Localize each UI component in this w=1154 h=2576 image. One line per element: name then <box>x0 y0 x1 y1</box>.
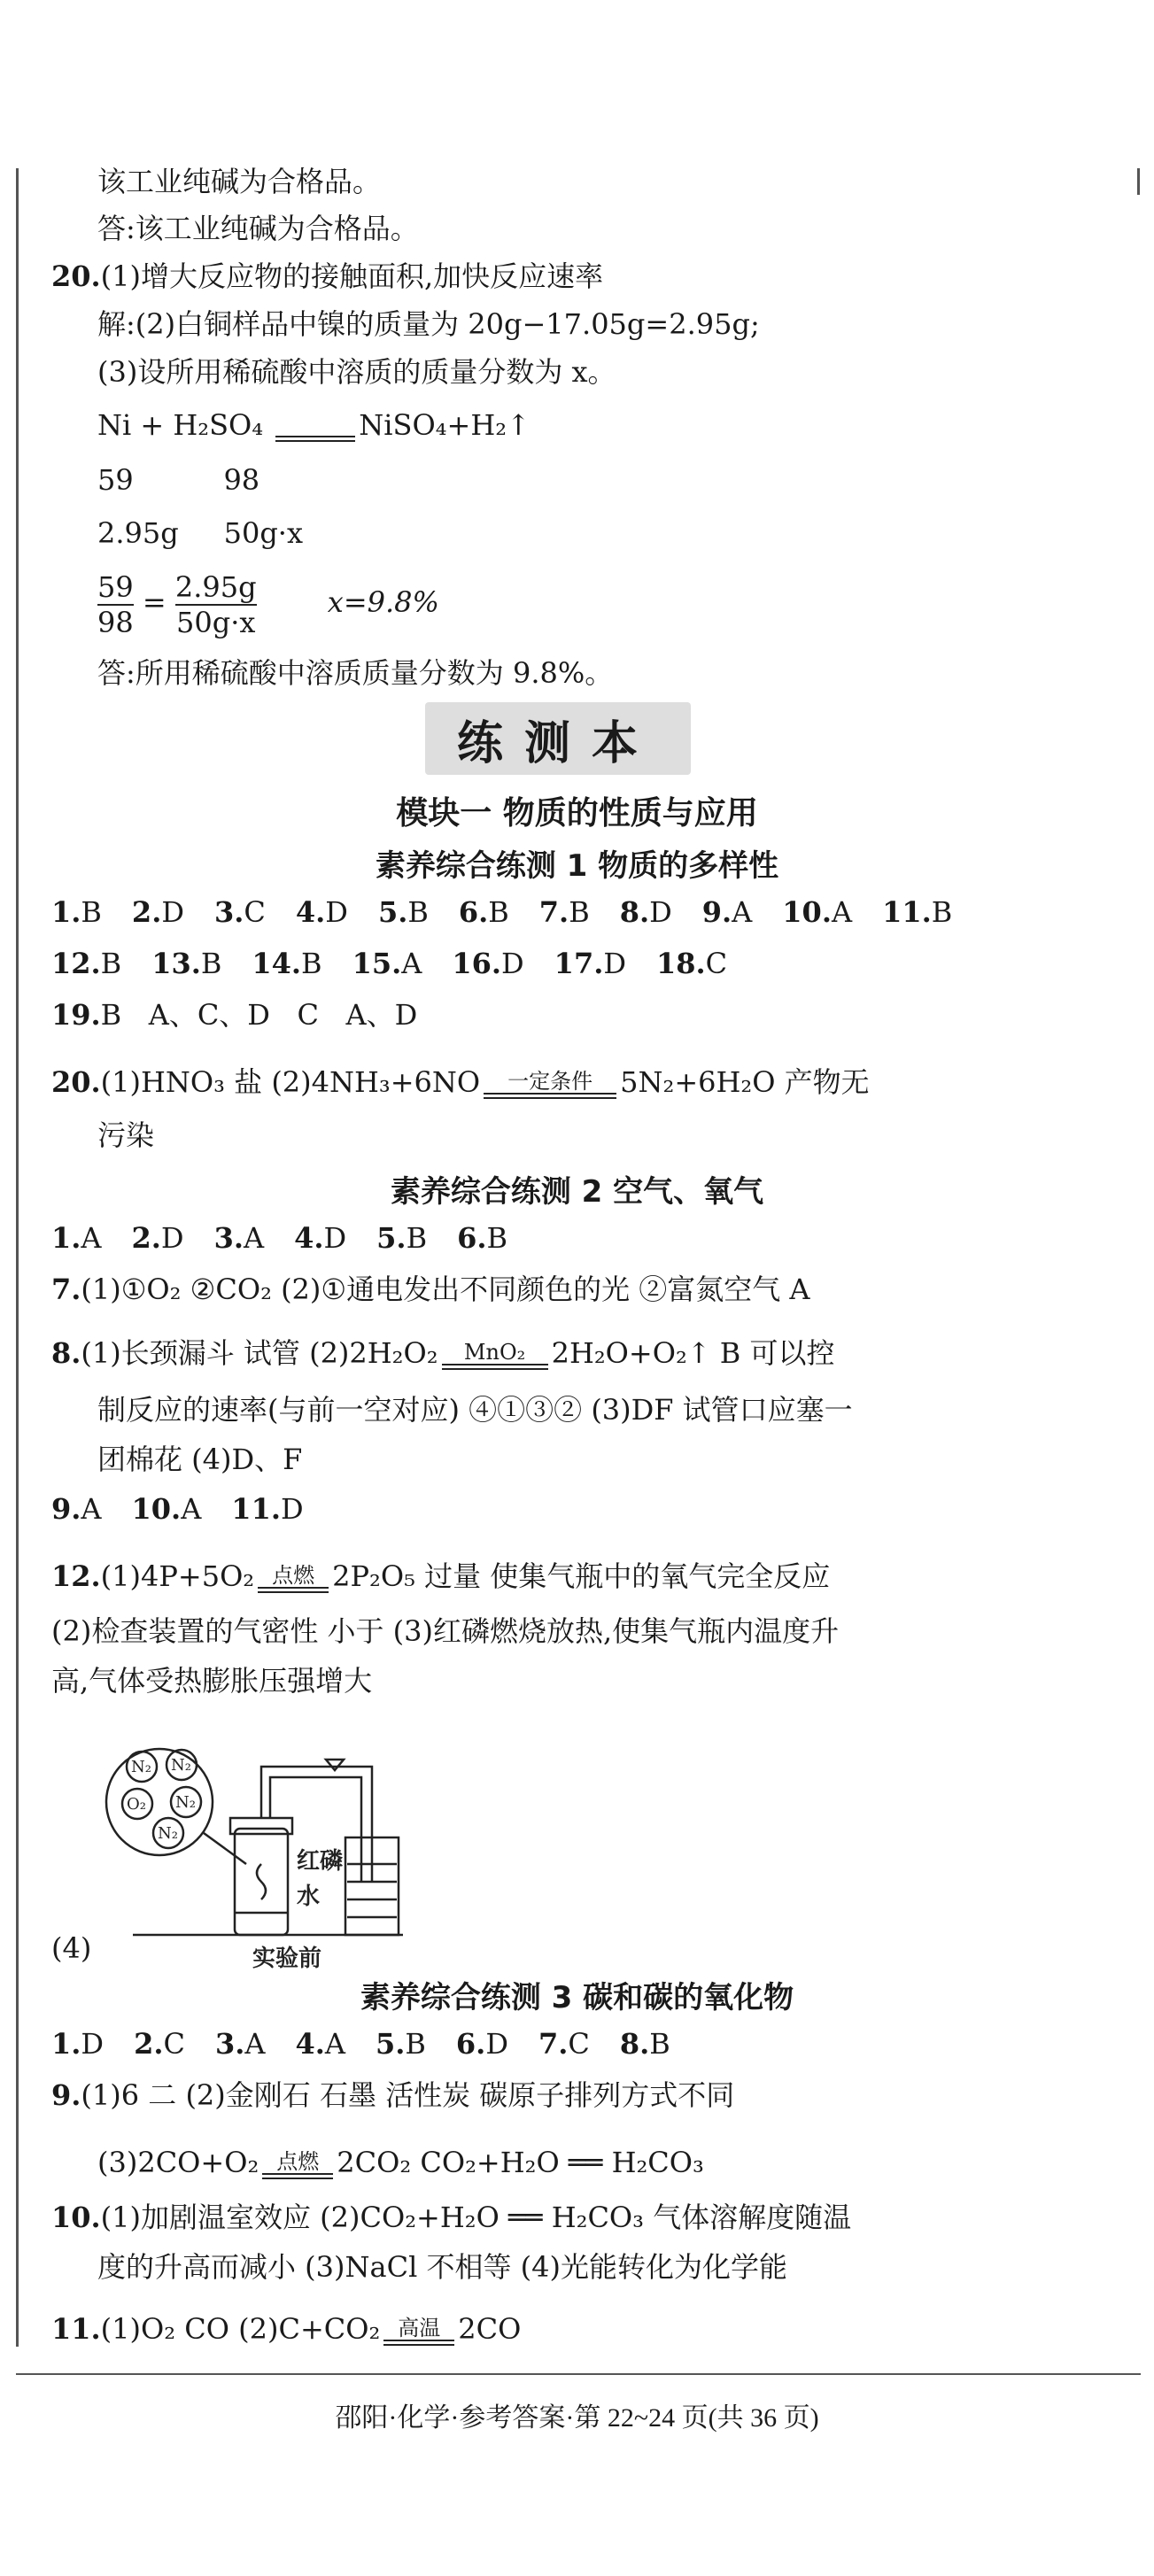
question-number: 4. <box>295 2027 325 2061</box>
answer-text: B A、C、D C A、D <box>100 998 418 1032</box>
question-number: 11. <box>231 1492 281 1526</box>
answer-text: 2P₂O₅ 过量 使集气瓶中的氧气完全反应 <box>332 1559 831 1593</box>
answer-item <box>539 895 590 929</box>
ratio-row: 2.95g 50g·x <box>97 516 304 550</box>
answer-item <box>151 947 221 980</box>
answer-choice: A <box>324 2027 345 2061</box>
text-line: 度的升高而减小 (3)NaCl 不相等 (4)光能转化为化学能 <box>97 2250 787 2284</box>
question-20 <box>51 259 603 294</box>
fraction: $\frac{2.95g}{50g\cdot x}$ <box>174 569 257 639</box>
module-title: 模块一 物质的性质与应用 <box>396 795 758 832</box>
answer-item <box>620 895 672 929</box>
answer-choice: D <box>603 947 626 980</box>
answer-text: 2H₂O+O₂↑ B 可以控 <box>551 1336 835 1370</box>
question-number: 2. <box>131 895 162 929</box>
answer-text: (1)①O₂ ②CO₂ (2)①通电发出不同颜色的光 ②富氮空气 A <box>81 1273 810 1306</box>
answer-item <box>554 947 626 980</box>
red-phosphorus-label: 红磷 <box>297 1848 344 1875</box>
text-line: 制反应的速率(与前一空对应) ④①③② (3)DF 试管口应塞一 <box>97 1393 853 1427</box>
catalyst-condition: MnO₂ <box>442 1341 548 1370</box>
question-7: 7.(1)①O₂ ②CO₂ (2)①通电发出不同颜色的光 ②富氮空气 A <box>51 1273 810 1306</box>
question-number: 16. <box>452 947 502 980</box>
answer-item <box>882 895 952 929</box>
answer-item <box>620 2027 670 2061</box>
question-number: 3. <box>213 1221 244 1255</box>
answer-text: (1)4P+5O₂ <box>100 1559 255 1593</box>
question-number: 1. <box>51 2027 81 2061</box>
question-number: 8. <box>619 2027 650 2061</box>
question-9-part3 <box>97 2145 704 2180</box>
answer-choice: D <box>81 2027 105 2061</box>
answer-row <box>51 1491 334 1527</box>
answer-text: (1)长颈漏斗 试管 (2)2H₂O₂ <box>81 1336 438 1370</box>
answer-text: (1)6 二 (2)金刚石 石墨 活性炭 碳原子排列方式不同 <box>81 2078 735 2112</box>
answer-choice: D <box>325 895 348 929</box>
question-number: 13. <box>151 947 201 980</box>
o2-label: O₂ <box>127 1795 146 1814</box>
question-12: 12.(1)4P+5O₂ 点燃 2P₂O₅ 过量 使集气瓶中的氧气完全反应 <box>51 1559 831 1593</box>
reaction-condition: 高温 <box>383 2317 454 2346</box>
answer-text: 2CO₂ CO₂+H₂O ══ H₂CO₃ <box>337 2146 704 2179</box>
question-8: 8.(1)长颈漏斗 试管 (2)2H₂O₂ MnO₂ 2H₂O+O₂↑ B 可以控 <box>51 1336 835 1370</box>
question-number: 6. <box>455 2027 486 2061</box>
answer-choice: B <box>407 895 429 929</box>
test-title: 素养综合练测 3 碳和碳的氧化物 <box>360 1980 794 2015</box>
answer-item <box>702 895 753 929</box>
answer-choice: A <box>831 895 853 929</box>
answer-choice: C <box>244 895 266 929</box>
ratio-row: 59 98 <box>97 463 260 497</box>
answer-choice: B <box>488 895 509 929</box>
answer-row <box>51 946 757 981</box>
question-number: 14. <box>252 947 302 980</box>
answer-text: 5N₂+6H₂O 产物无 <box>620 1065 870 1099</box>
question-number: 4. <box>295 895 326 929</box>
question-number: 3. <box>214 2027 245 2061</box>
answer-choice: D <box>280 1492 304 1526</box>
experiment-figure <box>97 1713 611 1970</box>
question-number: 6. <box>457 1221 487 1255</box>
answer-choice: D <box>161 895 184 929</box>
answer-choice: D <box>649 895 672 929</box>
answer-item <box>51 1221 102 1255</box>
answer-item <box>457 1221 507 1255</box>
answer-text: (1)O₂ CO (2)C+CO₂ <box>100 2312 381 2346</box>
reaction-condition: 点燃 <box>258 1564 329 1593</box>
text-line: 答:该工业纯碱为合格品。 <box>97 212 419 245</box>
text-line: (2)检查装置的气密性 小于 (3)红磷燃烧放热,使集气瓶内温度升 <box>51 1614 840 1648</box>
question-number: 10. <box>131 1492 182 1526</box>
answer-choice: B <box>569 895 590 929</box>
answer-item <box>352 947 422 980</box>
answer-item <box>132 1492 202 1526</box>
answer-choice: B <box>931 895 953 929</box>
answer-choice: A <box>732 895 753 929</box>
answer-choice: A <box>81 1492 102 1526</box>
text-line: 高,气体受热膨胀压强增大 <box>51 1664 373 1698</box>
answer-choice: A <box>244 2027 266 2061</box>
proportion: $\frac{59}{98}$ = $\frac{2.95g}{50g\cdot x}$ x=9.8% <box>97 569 439 639</box>
answer-item <box>51 1492 102 1526</box>
right-margin-mark <box>1137 168 1140 195</box>
answer-row <box>51 2026 701 2062</box>
answer-choice: A <box>181 1492 202 1526</box>
question-number: 5. <box>376 1221 407 1255</box>
answer-row <box>51 1220 538 1256</box>
answer-item <box>459 895 509 929</box>
question-number: 20. <box>51 259 101 293</box>
answer-item <box>214 895 266 929</box>
answer-text: (3)2CO+O₂ <box>97 2146 259 2179</box>
chemical-equation <box>97 407 531 443</box>
answer-choice: B <box>649 2027 670 2061</box>
question-12-part4: (4) <box>51 1931 92 1965</box>
answer-item <box>132 1221 184 1255</box>
answer-item <box>656 947 727 980</box>
answer-item <box>456 2027 508 2061</box>
answer-choice: B <box>200 947 222 980</box>
answer-item <box>782 895 852 929</box>
equals-sign <box>275 413 355 442</box>
answer-choice: A <box>81 1221 102 1255</box>
question-number: 9. <box>701 895 732 929</box>
n2-label: N₂ <box>158 1824 178 1843</box>
answer-choice: B <box>406 1221 428 1255</box>
text-line: 答:所用稀硫酸中溶质质量分数为 9.8%。 <box>97 656 614 690</box>
answer-choice: B <box>100 947 122 980</box>
question-number: 4. <box>294 1221 324 1255</box>
answer-text: (1)加剧温室效应 (2)CO₂+H₂O ══ H₂CO₃ 气体溶解度随温 <box>100 2201 852 2234</box>
answer-text: (1)增大反应物的接触面积,加快反应速率 <box>100 259 604 293</box>
answer-item <box>378 895 429 929</box>
section-banner: 练测本 <box>425 702 691 775</box>
answer-row <box>51 894 982 930</box>
answer-choice: C <box>568 2027 590 2061</box>
n2-label: N₂ <box>171 1756 191 1775</box>
answer-item <box>215 2027 266 2061</box>
answer-item <box>231 1492 303 1526</box>
text-line: 污染 <box>97 1118 155 1152</box>
answer-choice: B <box>301 947 322 980</box>
answer-choice: D <box>160 1221 184 1255</box>
question-number: 2. <box>131 1221 161 1255</box>
answer-choice: B <box>81 895 102 929</box>
answer-text: 2CO <box>458 2312 522 2346</box>
answer-item <box>134 2027 185 2061</box>
test-title: 素养综合练测 2 空气、氧气 <box>390 1174 764 1210</box>
text-line: 解:(2)白铜样品中镍的质量为 20g−17.05g=2.95g; <box>97 307 760 341</box>
question-number: 6. <box>458 895 489 929</box>
question-11: 11.(1)O₂ CO (2)C+CO₂ 高温 2CO <box>51 2312 522 2346</box>
question-19: 19.B A、C、D C A、D <box>51 998 418 1032</box>
question-number: 7. <box>538 2027 569 2061</box>
question-number: 9. <box>51 1492 81 1526</box>
question-number: 1. <box>51 1221 81 1255</box>
answer-choice: C <box>163 2027 185 2061</box>
question-20: 20.(1)HNO₃ 盐 (2)4NH₃+6NO 一定条件 5N₂+6H₂O 产物无 <box>51 1065 870 1099</box>
question-number: 8. <box>619 895 650 929</box>
question-number: 15. <box>352 947 402 980</box>
figure-caption: 实验前 <box>252 1946 322 1970</box>
question-number: 5. <box>375 2027 406 2061</box>
answer-choice: D <box>323 1221 347 1255</box>
clamp <box>326 1760 344 1770</box>
answer-item <box>214 1221 265 1255</box>
answer-choice: A <box>243 1221 265 1255</box>
equation-right: NiSO₄+H₂↑ <box>359 408 531 442</box>
page-footer: 邵阳·化学·参考答案·第 22~24 页(共 36 页) <box>335 2403 819 2433</box>
reaction-condition: 点燃 <box>262 2150 333 2179</box>
answer-item <box>51 895 102 929</box>
answer-item <box>132 895 184 929</box>
question-10: 10.(1)加剧温室效应 (2)CO₂+H₂O ══ H₂CO₃ 气体溶解度随温 <box>51 2201 852 2234</box>
answer-choice: C <box>705 947 728 980</box>
question-number: 3. <box>213 895 244 929</box>
answer-item <box>51 2027 104 2061</box>
question-number: 18. <box>656 947 706 980</box>
footer-rule <box>16 2373 1141 2375</box>
left-margin-rule <box>16 168 19 2347</box>
fraction: $\frac{59}{98}$ <box>97 569 134 639</box>
text-line: 该工业纯碱为合格品。 <box>97 165 382 198</box>
answer-choice: A <box>401 947 422 980</box>
question-number: 10. <box>782 895 832 929</box>
n2-label: N₂ <box>175 1793 196 1812</box>
answer-choice: D <box>501 947 524 980</box>
result: x=9.8% <box>327 585 439 619</box>
answer-choice: D <box>485 2027 508 2061</box>
answer-item <box>376 2027 426 2061</box>
answer-item <box>295 2027 345 2061</box>
answer-item <box>296 895 348 929</box>
test-title: 素养综合练测 1 物质的多样性 <box>375 848 779 884</box>
question-number: 7. <box>538 895 569 929</box>
answer-item <box>294 1221 346 1255</box>
answer-item <box>252 947 321 980</box>
equation-left: Ni + H₂SO₄ <box>97 408 273 442</box>
answer-choice: B <box>405 2027 426 2061</box>
answer-item <box>538 2027 590 2061</box>
question-number: 2. <box>134 2027 164 2061</box>
question-number: 11. <box>882 895 932 929</box>
answer-item <box>376 1221 427 1255</box>
text-line: (3)设所用稀硫酸中溶质的质量分数为 x。 <box>97 355 616 389</box>
question-number: 1. <box>51 895 81 929</box>
answer-choice: B <box>486 1221 507 1255</box>
reaction-condition: 一定条件 <box>484 1070 616 1099</box>
answer-text: (1)HNO₃ 盐 (2)4NH₃+6NO <box>100 1065 481 1099</box>
n2-label: N₂ <box>131 1758 151 1776</box>
question-number: 12. <box>51 947 101 980</box>
water-label: 水 <box>297 1884 321 1910</box>
answer-item <box>452 947 523 980</box>
question-number: 17. <box>554 947 604 980</box>
answer-item <box>51 947 121 980</box>
question-9: 9.(1)6 二 (2)金刚石 石墨 活性炭 碳原子排列方式不同 <box>51 2078 735 2112</box>
question-number: 5. <box>377 895 408 929</box>
text-line: 团棉花 (4)D、F <box>97 1443 303 1476</box>
